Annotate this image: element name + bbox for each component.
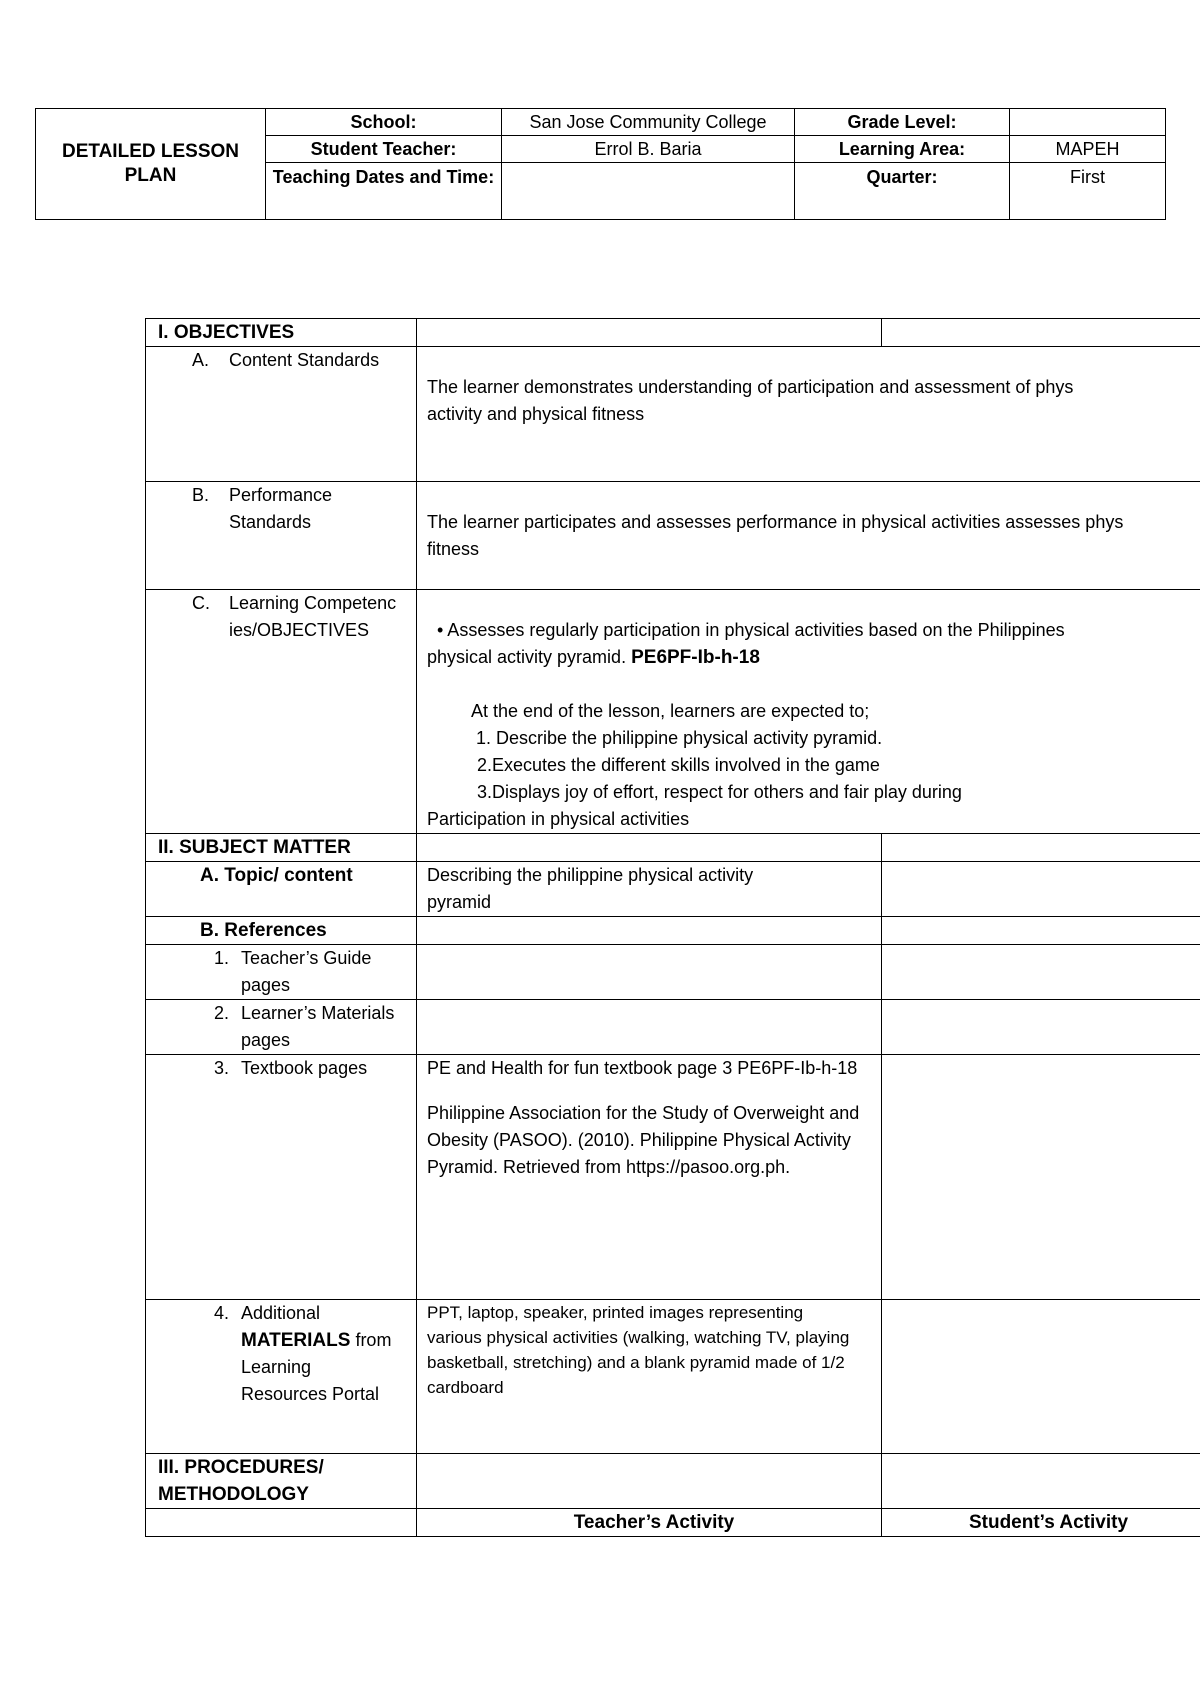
empty-cell [882, 1300, 1200, 1454]
objective-item-3: 3.Displays joy of effort, respect for others and fair play during [477, 782, 962, 802]
objectives-intro: At the end of the lesson, learners are expected to; [471, 701, 870, 721]
performance-standards-label: Performance Standards [229, 485, 333, 532]
subject-matter-heading-cell [146, 834, 417, 862]
subject-matter-heading: II. SUBJECT MATTER [158, 837, 351, 858]
additional-rest: from Learning Resources Portal [241, 1330, 392, 1404]
header-table [35, 108, 1166, 220]
empty-cell [882, 1055, 1200, 1300]
procedures-heading: III. PROCEDURES/ METHODOLOGY [158, 1457, 324, 1505]
content-standards-label: Content Standards [229, 350, 380, 370]
grade-level-label: Grade Level: [795, 109, 1010, 136]
content-standards-letter: A. [192, 350, 210, 370]
ref-1-label: Teacher’s Guide pages [241, 948, 372, 995]
references-label-cell [146, 917, 417, 945]
performance-standards-line2: fitness [427, 539, 480, 559]
additional-bold: MATERIALS [241, 1330, 351, 1351]
ref-2-label: Learner’s Materials pages [241, 1003, 395, 1050]
competencies-label-cell [146, 590, 417, 834]
empty-cell [882, 319, 1200, 347]
lesson-table [145, 318, 1200, 1537]
empty-cell [417, 945, 882, 1000]
competencies-label: Learning Competencies/OBJECTIVES [229, 593, 397, 640]
objective-item-2: 2.Executes the different skills involved in the game [477, 755, 880, 775]
competency-bullet-cont: physical activity pyramid. [427, 647, 627, 667]
teaching-dates-value [502, 163, 795, 220]
content-standards-value [417, 347, 1200, 482]
additional-materials-cell [146, 1300, 417, 1454]
empty-cell [882, 862, 1200, 917]
quarter-value: First [1010, 163, 1166, 220]
competencies-value [417, 590, 1200, 834]
empty-cell [417, 1000, 882, 1055]
learning-area-label: Learning Area: [795, 136, 1010, 163]
teaching-dates-label: Teaching Dates and Time: [266, 163, 502, 220]
performance-standards-value [417, 482, 1200, 590]
student-teacher-value: Errol B. Baria [502, 136, 795, 163]
empty-cell [882, 945, 1200, 1000]
empty-cell [882, 917, 1200, 945]
empty-cell [146, 1509, 417, 1537]
procedures-heading-cell [146, 1454, 417, 1509]
references-label: B. References [200, 920, 327, 941]
performance-standards-letter: B. [192, 485, 210, 505]
school-value: San Jose Community College [502, 109, 795, 136]
topic-label: A. Topic/ content [200, 865, 353, 886]
content-standards-line2: activity and physical fitness [427, 404, 645, 424]
competencies-letter: C. [192, 593, 210, 613]
grade-level-value [1010, 109, 1166, 136]
empty-cell [882, 1454, 1200, 1509]
additional-num: 4. [214, 1303, 230, 1323]
empty-cell [882, 834, 1200, 862]
student-activity-header: Student’s Activity [882, 1509, 1200, 1537]
objective-item-1: 1. Describe the philippine physical activity pyramid. [476, 728, 883, 748]
empty-cell [417, 1454, 882, 1509]
teacher-activity-header: Teacher’s Activity [417, 1509, 882, 1537]
ref-1-num: 1. [214, 948, 230, 968]
empty-cell [882, 1000, 1200, 1055]
ref-3-num: 3. [214, 1058, 230, 1078]
textbook-ref-2: Philippine Association for the Study of Overweight and Obesity (PASOO). (2010). Philippine Physical Activity Pyramid. Retrieved from https://pasoo.org.ph. [427, 1103, 860, 1177]
materials-value: PPT, laptop, speaker, printed images representing various physical activities (walking, watching TV, playing basketball, stretching) and a blank pyramid made of 1/2 cardboard [417, 1300, 882, 1454]
empty-cell [417, 319, 882, 347]
performance-standards-line1: The learner participates and assesses performance in physical activities assesses phys [427, 512, 1124, 532]
ref-1-cell [146, 945, 417, 1000]
additional-word: Additional [241, 1303, 321, 1323]
competency-code: PE6PF-Ib-h-18 [631, 647, 760, 668]
topic-label-cell [146, 862, 417, 917]
content-standards-label-cell [146, 347, 417, 482]
student-teacher-label: Student Teacher: [266, 136, 502, 163]
ref-3-cell [146, 1055, 417, 1300]
competency-bullet: • Assesses regularly participation in physical activities based on the Philippines [437, 620, 1065, 640]
learning-area-value: MAPEH [1010, 136, 1166, 163]
objectives-heading: I. OBJECTIVES [158, 322, 295, 343]
objectives-heading-cell [146, 319, 417, 347]
performance-standards-label-cell [146, 482, 417, 590]
ref-2-cell [146, 1000, 417, 1055]
empty-cell [417, 917, 882, 945]
objectives-closing: Participation in physical activities [427, 809, 690, 829]
quarter-label: Quarter: [795, 163, 1010, 220]
empty-cell [417, 834, 882, 862]
content-standards-line1: The learner demonstrates understanding of participation and assessment of phys [427, 377, 1074, 397]
lesson-plan-title: DETAILED LESSON PLAN [36, 109, 266, 220]
textbook-ref-1: PE and Health for fun textbook page 3 PE6PF-Ib-h-18 [427, 1058, 858, 1078]
ref-3-label: Textbook pages [241, 1058, 368, 1078]
topic-value: Describing the philippine physical activity pyramid [417, 862, 882, 917]
school-label: School: [266, 109, 502, 136]
textbook-value [417, 1055, 882, 1300]
ref-2-num: 2. [214, 1003, 230, 1023]
